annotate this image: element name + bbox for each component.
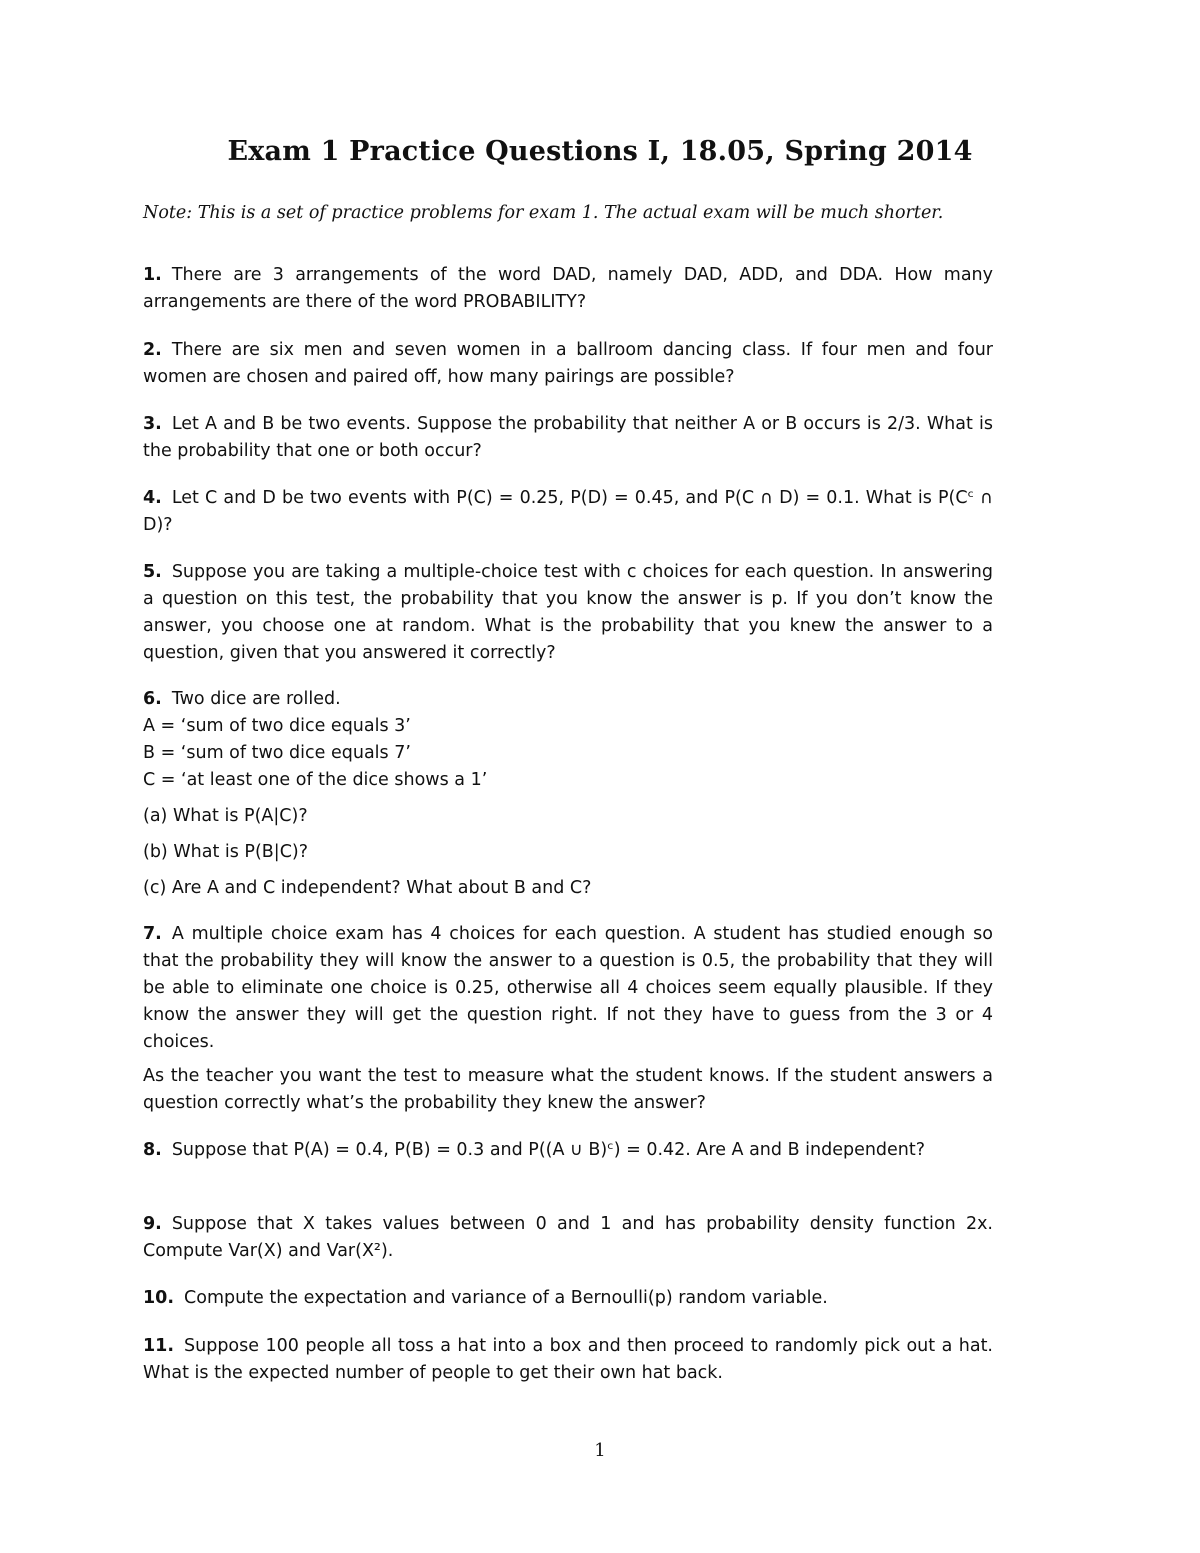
question-number: 2.: [143, 340, 162, 360]
question-part: (b) What is P(B|C)?: [143, 842, 309, 862]
page-title: Exam 1 Practice Questions I, 18.05, Spring 2014: [227, 136, 973, 167]
question-text: Suppose 100 people all toss a hat into a box and then proceed to randomly pick out a hat. What is the expected number of people to get their own hat back.: [143, 1336, 993, 1383]
question-text: Suppose you are taking a multiple-choice test with c choices for each question. In answering a question on this test, the probability that you know the answer is p. If you don’t know the answer, you choose one at random. What is the probability that you knew the answer to a question, given that you answered it correctly?: [143, 562, 993, 663]
question-part: (a) What is P(A|C)?: [143, 806, 308, 826]
question-text: Suppose that P(A) = 0.4, P(B) = 0.3 and P((A ∪ B)ᶜ) = 0.42. Are A and B independent?: [171, 1140, 926, 1160]
question-5: [143, 559, 993, 667]
question-text: There are 3 arrangements of the word DAD, namely DAD, ADD, and DDA. How many arrangements are there of the word PROBABILITY?: [143, 265, 993, 312]
question-8: [143, 1137, 993, 1164]
question-number: 11.: [143, 1336, 175, 1356]
question-4: [143, 485, 993, 539]
question-text: A multiple choice exam has 4 choices for each question. A student has studied enough so that the probability they will know the answer to a question is 0.5, the probability that they will be able to eliminate one choice is 0.25, otherwise all 4 choices seem equally plausible. If they know the answer they will get the question right. If not they have to guess from the 3 or 4 choices.: [143, 924, 993, 1052]
question-2: [143, 337, 993, 391]
page-number: 1: [594, 1440, 606, 1461]
question-text: Let C and D be two events with P(C) = 0.25, P(D) = 0.45, and P(C ∩ D) = 0.1. What is P(Cᶜ ∩ D)?: [143, 488, 993, 535]
event-definition: A = ‘sum of two dice equals 3’: [143, 716, 411, 736]
question-7-followup: As the teacher you want the test to measure what the student knows. If the student answers a question correctly what’s the probability they knew the answer?: [143, 1066, 993, 1113]
event-definition: C = ‘at least one of the dice shows a 1’: [143, 770, 488, 790]
question-number: 9.: [143, 1214, 162, 1234]
question-1: [143, 262, 993, 316]
question-text: Let A and B be two events. Suppose the probability that neither A or B occurs is 2/3. What is the probability that one or both occur?: [143, 414, 993, 461]
question-9: [143, 1211, 993, 1265]
question-text: Two dice are rolled.: [171, 689, 341, 709]
question-10: [143, 1285, 993, 1312]
event-definition: B = ‘sum of two dice equals 7’: [143, 743, 411, 763]
question-7: [143, 921, 993, 1056]
question-text: Compute the expectation and variance of a Bernoulli(p) random variable.: [184, 1288, 828, 1308]
question-number: 3.: [143, 414, 162, 434]
note-text: Note: This is a set of practice problems for exam 1. The actual exam will be much shorter.: [143, 203, 944, 223]
question-text: Suppose that X takes values between 0 and 1 and has probability density function 2x. Compute Var(X) and Var(X²).: [143, 1214, 993, 1261]
question-6: [143, 686, 993, 902]
question-3: [143, 411, 993, 465]
question-11: [143, 1333, 993, 1387]
question-number: 6.: [143, 689, 162, 709]
question-number: 4.: [143, 488, 162, 508]
question-number: 7.: [143, 924, 162, 944]
question-number: 5.: [143, 562, 162, 582]
question-text: There are six men and seven women in a ballroom dancing class. If four men and four women are chosen and paired off, how many pairings are possible?: [143, 340, 993, 387]
question-number: 1.: [143, 265, 162, 285]
question-number: 8.: [143, 1140, 162, 1160]
question-number: 10.: [143, 1288, 175, 1308]
question-part: (c) Are A and C independent? What about B and C?: [143, 878, 592, 898]
